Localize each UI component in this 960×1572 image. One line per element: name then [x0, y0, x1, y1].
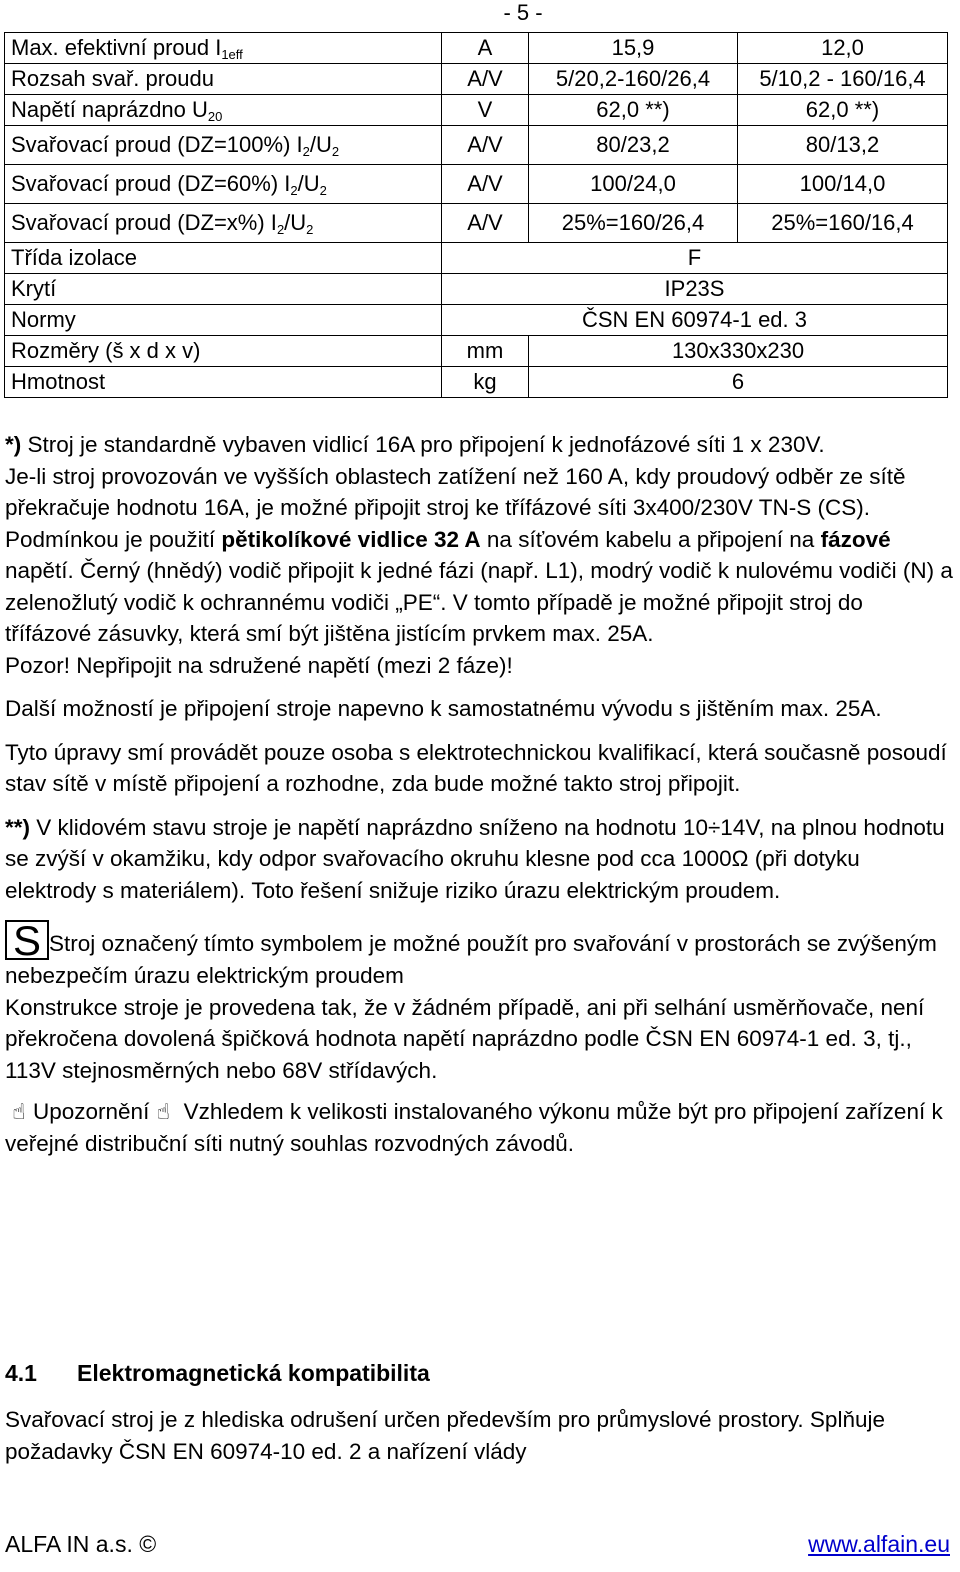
row-label: Rozsah svař. proudu [5, 64, 442, 95]
table-row [5, 64, 948, 95]
row-unit: A/V [442, 165, 529, 204]
body-text [5, 429, 955, 1159]
construction-paragraph: Konstrukce stroje je provedena tak, že v žádném případě, ani při selhání usměrňovače, není překročena dovolená špičková hodnota napětí naprázdno podle ČSN EN 60974-1 ed. 3, tj., 113V stejnosměrných nebo 68V střídavých. [5, 994, 925, 1083]
row-value: 6 [529, 367, 948, 398]
row-value-1: 80/23,2 [529, 126, 738, 165]
row-label: Svařovací proud (DZ=x%) $I_2/U_2$ [5, 204, 442, 243]
emc-paragraph: Svařovací stroj je z hlediska odrušení určen především pro průmyslové prostory. Splňuje požadavky ČSN EN 60974-10 ed. 2 a nařízení vlády [5, 1407, 885, 1464]
footer-company: ALFA IN a.s. © [5, 1531, 157, 1557]
footnote-single-phase: *) Stroj je standardně vybaven vidlicí 16A pro připojení k jednofázové síti 1 x 230V. [5, 432, 825, 457]
row-unit: mm [442, 336, 529, 367]
table-row [5, 126, 948, 165]
warning-paragraph: ☝ Upozornění ☝ Vzhledem k velikosti instalovaného výkonu může být pro připojení zařízení k veřejné distribuční síti nutný souhlas rozvodných závodů. [5, 1096, 955, 1159]
row-value-1: 15,9 [529, 33, 738, 64]
row-label: Napětí naprázdno $U_{20}$ [5, 95, 442, 126]
row-value-2: 12,0 [738, 33, 948, 64]
section-heading: 4.1 Elektromagnetická kompatibilita [5, 1360, 430, 1386]
row-value-1: 62,0 **) [529, 95, 738, 126]
row-label: Rozměry (š x d x v) [5, 336, 442, 367]
row-value: 130x330x230 [529, 336, 948, 367]
table-row [5, 165, 948, 204]
row-label: Hmotnost [5, 367, 442, 398]
qualification-paragraph: Tyto úpravy smí provádět pouze osoba s elektrotechnickou kvalifikací, která současně posoudí stav sítě v místě připojení a rozhodne, zda bude možné takto stroj připojit. [5, 739, 947, 796]
row-unit: kg [442, 367, 529, 398]
s-symbol-icon: S [5, 920, 49, 960]
footer-website-link[interactable]: www.alfain.eu [808, 1531, 950, 1557]
row-unit: A/V [442, 204, 529, 243]
row-value: F [442, 243, 948, 274]
row-value: IP23S [442, 274, 948, 305]
row-value-1: 25%=160/26,4 [529, 204, 738, 243]
table-row [5, 33, 948, 64]
row-label: Svařovací proud (DZ=60%) $I_2/U_2$ [5, 165, 442, 204]
table-row [5, 274, 948, 305]
pointing-hand-icon: ☝ [12, 1099, 26, 1124]
row-value: ČSN EN 60974-1 ed. 3 [442, 305, 948, 336]
s-symbol-paragraph: S Stroj označený tímto symbolem je možné použít pro svařování v prostorách se zvýšeným nebezpečím úrazu elektrickým proudem [5, 917, 937, 988]
pointing-hand-icon: ☝ [156, 1099, 171, 1124]
row-value-2: 62,0 **) [738, 95, 948, 126]
page-number: - 5 - [503, 0, 543, 25]
table-row [5, 336, 948, 367]
row-value-1: 100/24,0 [529, 165, 738, 204]
row-value-2: 100/14,0 [738, 165, 948, 204]
row-unit: A/V [442, 64, 529, 95]
fixed-connection-paragraph: Další možností je připojení stroje napevno k samostatnému vývodu s jištěním max. 25A. [5, 696, 882, 721]
row-label: Krytí [5, 274, 442, 305]
row-label: Třída izolace [5, 243, 442, 274]
row-value-1: 5/20,2-160/26,4 [529, 64, 738, 95]
row-value-2: 80/13,2 [738, 126, 948, 165]
table-row [5, 95, 948, 126]
specification-table [4, 32, 948, 398]
table-row [5, 367, 948, 398]
row-value-2: 25%=160/16,4 [738, 204, 948, 243]
table-row [5, 204, 948, 243]
warning-line: Pozor! Nepřipojit na sdružené napětí (mezi 2 fáze)! [5, 652, 513, 678]
row-value-2: 5/10,2 - 160/16,4 [738, 64, 948, 95]
row-unit: V [442, 95, 529, 126]
row-label: Svařovací proud (DZ=100%) $I_2/U_2$ [5, 126, 442, 165]
row-label: Max. efektivní proud $I_{1eff}$ [5, 33, 442, 64]
row-unit: A/V [442, 126, 529, 165]
table-row [5, 243, 948, 274]
row-unit: A [442, 33, 529, 64]
footnote-no-load-voltage: **) V klidovém stavu stroje je napětí naprázdno sníženo na hodnotu 10÷14V, na plnou hodnotu se zvýší v okamžiku, kdy odpor svařovacího okruhu klesne pod cca 1000Ω (při dotyku elektrody s materiálem). Toto řešení snižuje riziko úrazu elektrickým proudem. [5, 814, 945, 903]
table-row [5, 305, 948, 336]
three-phase-paragraph: Je-li stroj provozován ve vyšších oblastech zatížení než 160 A, kdy proudový odběr ze sítě překračuje hodnotu 16A, je možné připojit stroj ke třífázové síti 3x400/230V TN-S (CS). Podmínkou je použití pětikolíkové vidlice 32 A na síťovém kabelu a připojení na fázové napětí. Černý (hnědý) vodič připojit k jedné fázi (např. L1), modrý vodič k nulovému vodiči (N) a zelenožlutý vodič k ochrannému vodiči „PE“. V tomto případě je možné připojit stroj do třífázové zásuvky, která smí být jištěna jistícím prvkem max. 25A. [5, 463, 953, 646]
row-label: Normy [5, 305, 442, 336]
